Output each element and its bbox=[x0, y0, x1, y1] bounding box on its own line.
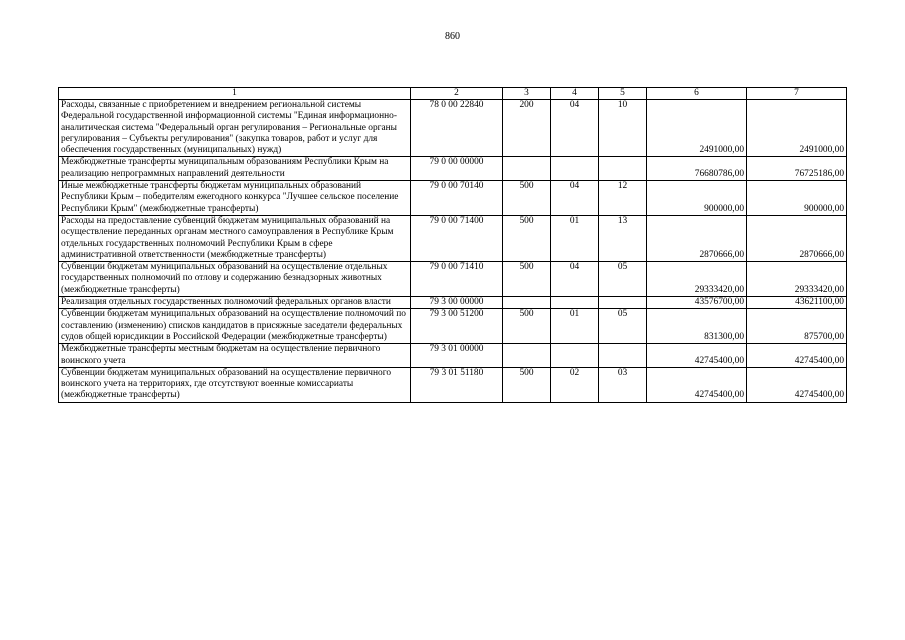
subsection-cell: 05 bbox=[599, 309, 647, 344]
amount-cell: 2870666,00 bbox=[647, 215, 747, 261]
table-row bbox=[59, 100, 847, 157]
table-row bbox=[59, 367, 847, 402]
expense-group-cell: 500 bbox=[503, 181, 551, 216]
expense-name-cell: Расходы на предоставление субвенций бюджетам муниципальных образований на осуществление переданных органам местного самоуправления в Республике Крым отдельных государственных полномочий Республики Крым в сфере административной ответственности (межбюджетные трансферты) bbox=[59, 215, 411, 261]
subsection-cell: 12 bbox=[599, 181, 647, 216]
table-row bbox=[59, 297, 847, 309]
target-code-cell: 78 0 00 22840 bbox=[411, 100, 503, 157]
amount-cell: 29333420,00 bbox=[647, 262, 747, 297]
target-code-cell: 79 0 00 70140 bbox=[411, 181, 503, 216]
subsection-cell: 05 bbox=[599, 262, 647, 297]
expense-group-cell: 500 bbox=[503, 367, 551, 402]
amount-cell: 875700,00 bbox=[747, 309, 847, 344]
expense-name-cell: Субвенции бюджетам муниципальных образований на осуществление отдельных государственных полномочий по отлову и содержанию безнадзорных животных (межбюджетные трансферты) bbox=[59, 262, 411, 297]
amount-cell: 2870666,00 bbox=[747, 215, 847, 261]
expense-group-cell: 200 bbox=[503, 100, 551, 157]
expense-name-cell: Иные межбюджетные трансферты бюджетам муниципальных образований Республики Крым – победителям ежегодного конкурса "Лучшее сельское поселение Республики Крым" (межбюджетные трансферты) bbox=[59, 181, 411, 216]
table-row bbox=[59, 344, 847, 368]
expense-group-cell: 500 bbox=[503, 262, 551, 297]
column-number: 4 bbox=[551, 88, 599, 100]
subsection-cell bbox=[599, 297, 647, 309]
column-number: 7 bbox=[747, 88, 847, 100]
expense-name-cell: Расходы, связанные с приобретением и внедрением региональной системы Федеральной государственной информационной системы "Единая информационно-аналитическая система "Федеральный орган регулирования – Региональные органы регулирования – Субъекты регулирования" (закупка товаров, работ и услуг для обеспечения государственных (муниципальных) нужд) bbox=[59, 100, 411, 157]
subsection-cell bbox=[599, 157, 647, 181]
amount-cell: 42745400,00 bbox=[647, 344, 747, 368]
expense-name-cell: Межбюджетные трансферты местным бюджетам на осуществление первичного воинского учета bbox=[59, 344, 411, 368]
table-row bbox=[59, 309, 847, 344]
expense-name-cell: Реализация отдельных государственных полномочий федеральных органов власти bbox=[59, 297, 411, 309]
amount-cell: 29333420,00 bbox=[747, 262, 847, 297]
expense-group-cell bbox=[503, 297, 551, 309]
amount-cell: 43576700,00 bbox=[647, 297, 747, 309]
amount-cell: 76725186,00 bbox=[747, 157, 847, 181]
column-number: 5 bbox=[599, 88, 647, 100]
amount-cell: 42745400,00 bbox=[647, 367, 747, 402]
section-cell: 04 bbox=[551, 100, 599, 157]
amount-cell: 2491000,00 bbox=[747, 100, 847, 157]
amount-cell: 42745400,00 bbox=[747, 367, 847, 402]
section-cell: 02 bbox=[551, 367, 599, 402]
column-number: 6 bbox=[647, 88, 747, 100]
section-cell bbox=[551, 297, 599, 309]
expense-group-cell: 500 bbox=[503, 309, 551, 344]
amount-cell: 76680786,00 bbox=[647, 157, 747, 181]
amount-cell: 42745400,00 bbox=[747, 344, 847, 368]
amount-cell: 900000,00 bbox=[747, 181, 847, 216]
subsection-cell: 13 bbox=[599, 215, 647, 261]
section-cell: 04 bbox=[551, 262, 599, 297]
expense-name-cell: Субвенции бюджетам муниципальных образований на осуществление полномочий по составлению (изменению) списков кандидатов в присяжные заседатели федеральных судов общей юрисдикции в Российской Федерации (межбюджетные трансферты) bbox=[59, 309, 411, 344]
target-code-cell: 79 3 00 00000 bbox=[411, 297, 503, 309]
table-row bbox=[59, 262, 847, 297]
amount-cell: 43621100,00 bbox=[747, 297, 847, 309]
target-code-cell: 79 0 00 71410 bbox=[411, 262, 503, 297]
budget-table-body bbox=[59, 88, 847, 403]
subsection-cell bbox=[599, 344, 647, 368]
section-cell: 04 bbox=[551, 181, 599, 216]
column-number: 1 bbox=[59, 88, 411, 100]
target-code-cell: 79 0 00 71400 bbox=[411, 215, 503, 261]
target-code-cell: 79 3 01 51180 bbox=[411, 367, 503, 402]
table-row bbox=[59, 157, 847, 181]
expense-group-cell: 500 bbox=[503, 215, 551, 261]
target-code-cell: 79 3 01 00000 bbox=[411, 344, 503, 368]
expense-name-cell: Межбюджетные трансферты муниципальным образованиям Республики Крым на реализацию непрограммных направлений деятельности bbox=[59, 157, 411, 181]
amount-cell: 2491000,00 bbox=[647, 100, 747, 157]
page-number: 860 bbox=[445, 31, 460, 42]
section-cell bbox=[551, 344, 599, 368]
column-number: 2 bbox=[411, 88, 503, 100]
budget-table bbox=[58, 87, 847, 403]
amount-cell: 831300,00 bbox=[647, 309, 747, 344]
column-number-row bbox=[59, 88, 847, 100]
section-cell: 01 bbox=[551, 215, 599, 261]
amount-cell: 900000,00 bbox=[647, 181, 747, 216]
column-number: 3 bbox=[503, 88, 551, 100]
target-code-cell: 79 0 00 00000 bbox=[411, 157, 503, 181]
subsection-cell: 03 bbox=[599, 367, 647, 402]
table-row bbox=[59, 181, 847, 216]
expense-name-cell: Субвенции бюджетам муниципальных образований на осуществление первичного воинского учета на территориях, где отсутствуют военные комиссариаты (межбюджетные трансферты) bbox=[59, 367, 411, 402]
subsection-cell: 10 bbox=[599, 100, 647, 157]
table-row bbox=[59, 215, 847, 261]
expense-group-cell bbox=[503, 157, 551, 181]
section-cell: 01 bbox=[551, 309, 599, 344]
expense-group-cell bbox=[503, 344, 551, 368]
section-cell bbox=[551, 157, 599, 181]
target-code-cell: 79 3 00 51200 bbox=[411, 309, 503, 344]
